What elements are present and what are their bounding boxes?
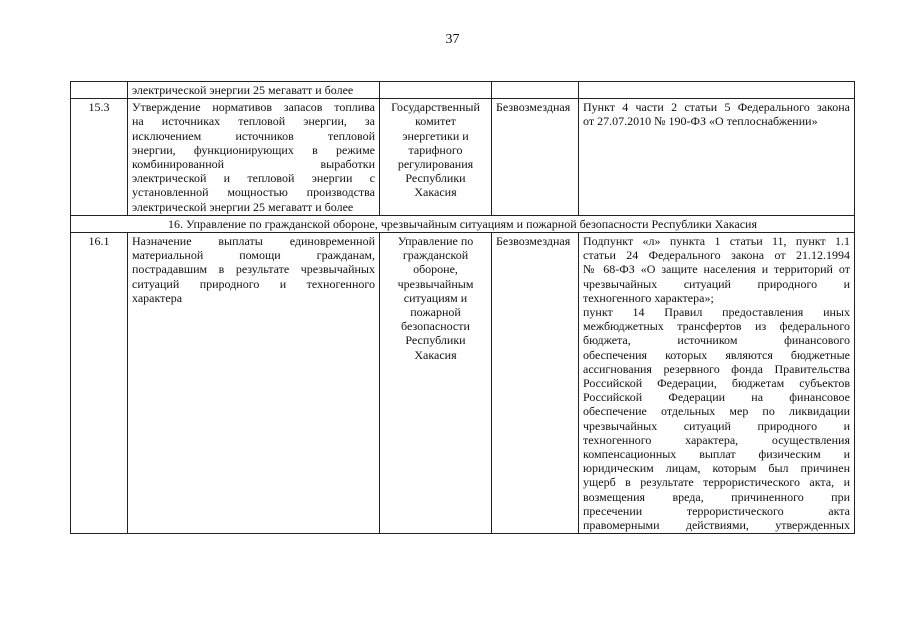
service-line: характера [132,290,183,305]
services-table [70,81,855,534]
basis-line: № 68-ФЗ «О защите населения и территорий от [583,262,850,277]
cell-fee: Безвозмездная [492,99,579,216]
service-line: Назначение выплаты единовременной [132,234,375,249]
basis-line: техногенного характера, осуществления [583,432,850,447]
authority-line: Республики [405,333,466,348]
cell-fee [492,82,579,99]
authority-line: Республики [405,171,466,186]
table-row-15-3 [71,99,855,216]
service-line: пострадавшим в результате чрезвычайных [132,262,375,277]
basis-line: ущерб в результате террористического акта, и [583,475,850,490]
authority-line: ситуациям и [403,290,468,305]
cell-number: 15.3 [71,99,128,216]
cell-basis [579,233,855,534]
authority-line: Государственный [391,100,480,115]
authority-line: тарифного [408,142,463,157]
basis-line: обеспечение отдельных мер по ликвидации [583,404,850,419]
service-line: электрической энергии 25 мегаватт и более [132,83,354,97]
basis-line: возмещения вреда, причиненного при [583,489,850,504]
cell-authority [380,99,492,216]
basis-line: межбюджетных трансфертов из федерального [583,319,850,334]
cell-basis [579,99,855,216]
basis-line: от 27.07.2010 № 190-ФЗ «О теплоснабжении» [583,114,818,129]
page-number: 37 [445,32,460,47]
basis-line: бюджета, источником финансового [583,333,850,348]
basis-line: Пункт 4 части 2 статьи 5 Федерального закона [583,100,850,115]
authority-line: безопасности [401,319,470,334]
authority-line: комитет [415,114,456,129]
service-line: энергии, функционирующих в режиме [132,142,375,157]
basis-line: чрезвычайных ситуаций природного и [583,418,850,433]
basis-line: статьи 24 Федерального закона от 21.12.1994 [583,248,850,263]
basis-line: обеспечения которых являются бюджетные [583,347,850,362]
cell-service [128,82,380,99]
service-line: электрической и тепловой энергии с [132,171,375,186]
authority-line: чрезвычайным [397,276,474,291]
authority-line: Хакасия [414,347,457,362]
authority-line: энергетики и [402,128,469,143]
cell-fee: Безвозмездная [492,233,579,534]
service-line: исключением источников тепловой [132,128,375,143]
authority-line: регулирования [397,157,474,172]
service-line: материальной помощи гражданам, [132,248,375,263]
cell-number: 16.1 [71,233,128,534]
cell-basis [579,82,855,99]
table-row-continuation [71,82,855,99]
service-line: установленной мощностью производства [132,185,375,200]
service-line: ситуаций природного и техногенного [132,276,375,291]
table-row-16-1 [71,233,855,534]
basis-line: техногенного характера»; [583,290,714,305]
basis-line: юридическим лицам, которым был причинен [583,461,850,476]
basis-line: пресечении террористического акта [583,503,850,518]
section-header-row [71,215,855,232]
authority-line: пожарной [410,305,461,320]
cell-authority [380,233,492,534]
authority-line: обороне, [413,262,458,277]
basis-line: компенсационных выплат физическим и [583,447,850,462]
basis-line: Российской Федерации, бюджетам субъектов [583,376,850,391]
basis-line: Подпункт «л» пункта 1 статьи 11, пункт 1.1 [583,234,850,249]
service-line: комбинированной выработки [132,157,375,172]
basis-line: чрезвычайных ситуаций природного и [583,276,850,291]
cell-service [128,233,380,534]
authority-line: Хакасия [414,185,457,200]
cell-service [128,99,380,216]
service-line: Утверждение нормативов запасов топлива [132,100,375,115]
cell-number [71,82,128,99]
basis-line: пункт 14 Правил предоставления иных [583,305,850,320]
section-title: 16. Управление по гражданской обороне, чрезвычайным ситуациям и пожарной безопасности Республики Хакасия [71,215,855,232]
authority-line: гражданской [402,248,469,263]
basis-line: правомерными действиями, утвержденных [583,518,850,533]
basis-line: Российской Федерации на финансовое [583,390,850,405]
basis-line: ассигнования резервного фонда Правительства [583,361,850,376]
service-line: электрической энергии 25 мегаватт и более [132,199,354,214]
authority-line: Управление по [397,234,474,249]
cell-authority [380,82,492,99]
service-line: на источниках тепловой энергии, за [132,114,375,129]
